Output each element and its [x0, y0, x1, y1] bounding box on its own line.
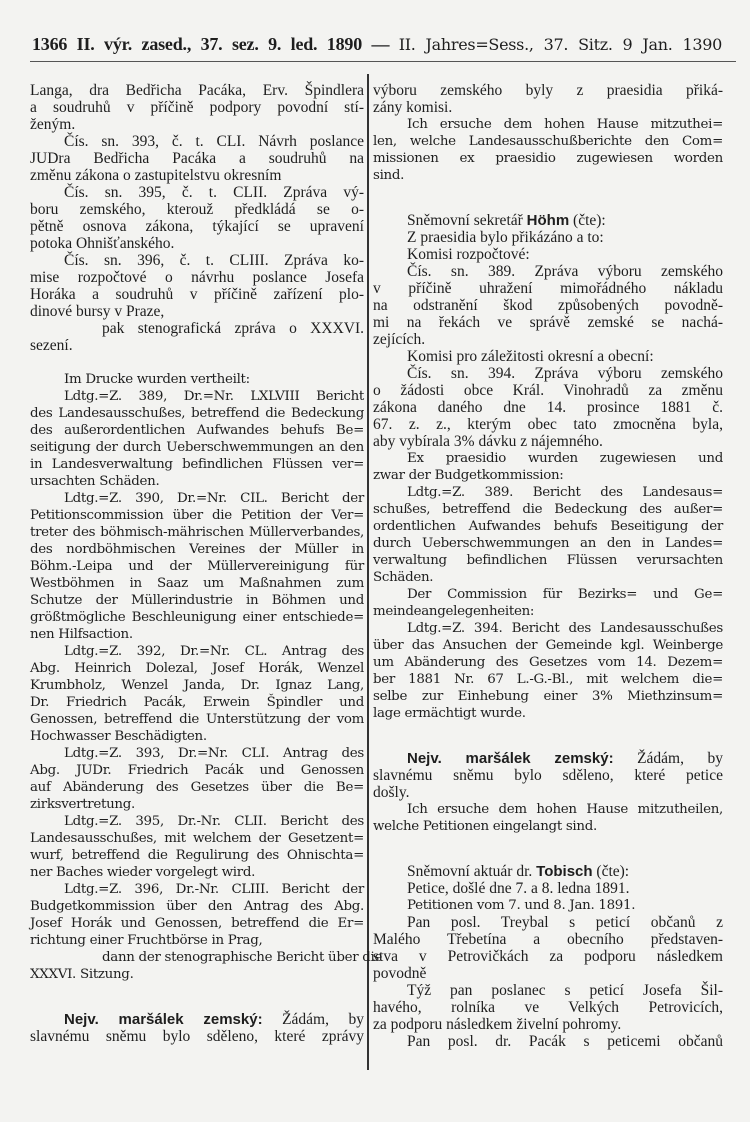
text-line: ordentlichen Aufwandes behufs Beseitigung der	[373, 519, 723, 534]
text-line: sind.	[373, 168, 405, 183]
text-line: Čís. sn. 393, č. t. CLI. Návrh poslance	[64, 133, 364, 150]
text-line: schußes, betreffend die Bedeckung des außer=	[373, 502, 723, 517]
text-line: Ldtg.=Z. 394. Bericht des Landesausschußes	[407, 621, 723, 636]
column-divider	[367, 74, 369, 1070]
paragraph	[373, 982, 723, 1033]
text-line: stva v Petrovičkách za podporu následkem	[373, 948, 723, 965]
text-line: welche Petitionen eingelangt sind.	[373, 819, 597, 834]
paragraph	[30, 813, 364, 881]
paragraph	[373, 229, 723, 246]
text-line: len, welche Landesausschußberichte den Com=	[373, 134, 723, 149]
text-line: zirksvertretung.	[30, 797, 135, 812]
text-line: Der Commission für Bezirks= und Ge=	[407, 587, 723, 602]
text-line	[30, 1011, 364, 1028]
paragraph	[30, 320, 364, 354]
text-line: Pan posl. Treybal s peticí občanů z	[407, 914, 723, 931]
text-line: missionen ex praesidio zugewiesen worden	[373, 151, 723, 166]
text-line: v příčině uhražení mimořádného nákladu	[373, 280, 723, 297]
text-line: auf Abänderung des Gesetzes über die Be=	[30, 780, 364, 795]
text-line: o žádosti obce Král. Vinohradů za změnu	[373, 382, 723, 399]
paragraph	[373, 212, 723, 229]
text-line: Ldtg.=Z. 395, Dr.-Nr. CLII. Bericht des	[64, 814, 364, 829]
text-line	[373, 212, 723, 229]
text-line: sezení.	[30, 337, 73, 354]
paragraph	[30, 184, 364, 252]
text-line: lage ermächtigt wurde.	[373, 706, 526, 721]
text-line: potoka Ohnišťanského.	[30, 235, 175, 252]
text-line: Pan posl. dr. Pacák s peticemi občanů	[407, 1033, 723, 1050]
paragraph	[373, 82, 723, 116]
paragraph	[373, 750, 723, 801]
paragraph	[373, 586, 723, 620]
text-line: změnu zákona o zastupitelstvu okresním	[30, 167, 282, 184]
text-line: ženým.	[30, 116, 76, 133]
text-line: ber 1881 Nr. 67 L.-G.-Bl., mit welchem die=	[373, 672, 723, 687]
speaker-name: Nejv. maršálek zemský:	[407, 750, 614, 767]
text-line: Ldtg.=Z. 393, Dr.=Nr. CLI. Antrag des	[64, 746, 364, 761]
text-line: Schutze der Müllerindustrie in Böhmen und	[30, 593, 364, 608]
paragraph	[30, 133, 364, 184]
text-line: des außerordentlichen Aufwandes behufs Be=	[30, 423, 364, 438]
text-line: povodně	[373, 965, 427, 982]
text-line: zány komisi.	[373, 99, 453, 116]
text-line: Hochwasser Beschädigten.	[30, 729, 207, 744]
text-line: verwaltung befindlichen Flüssen verursachten	[373, 553, 723, 568]
paragraph	[30, 949, 383, 983]
text-line: pak stenografická zpráva o XXXVI.	[102, 320, 364, 337]
text-line: došly.	[373, 784, 410, 801]
text-line: dann der stenographische Bericht über die	[102, 950, 383, 965]
text-line: Čís. sn. 389. Zpráva výboru zemského	[407, 263, 723, 280]
text-line: 67. z. z., kterým obec tato zmocněna byla,	[373, 416, 723, 433]
text-line: Langa, dra Bedřicha Pacáka, Erv. Špindlera	[30, 82, 364, 99]
paragraph	[373, 348, 723, 365]
text-line: Im Drucke wurden vertheilt:	[64, 372, 250, 387]
text-segment: Sněmovní sekretář	[407, 212, 527, 229]
text-line: a soudruhů v příčině podpory povodní stí-	[30, 99, 364, 116]
speaker-name: Höhm	[526, 212, 570, 229]
text-segment: Žádám, by	[262, 1011, 364, 1028]
text-line: Ich ersuche dem hohen Hause mitzuthei=	[407, 117, 723, 132]
header-dash: —	[371, 34, 390, 54]
header-german: II. Jahres=Sess., 37. Sitz. 9 Jan. 1390	[398, 35, 722, 54]
text-line: Z praesidia bylo přikázáno a to:	[407, 229, 604, 246]
text-line: größtmögliche Beschleunigung einer entschiede=	[30, 610, 364, 625]
paragraph	[373, 863, 723, 880]
text-line: aby vybírala 3% dávku z nájemného.	[373, 433, 603, 450]
paragraph	[373, 116, 723, 184]
paragraph	[373, 801, 723, 835]
text-line: XXXVI. Sitzung.	[30, 967, 134, 982]
paragraph	[373, 365, 723, 450]
text-line: durch Ueberschwemmungen an den in Landes=	[373, 536, 723, 551]
text-line: Čís. sn. 396, č. t. CLIII. Zpráva ko-	[64, 252, 364, 269]
text-line: zejících.	[373, 331, 426, 348]
text-line: Horáka a soudruhů v příčině zařízení plo-	[30, 286, 364, 303]
text-line: Schäden.	[373, 570, 434, 585]
paragraph	[30, 252, 364, 320]
text-line: Budgetkommission über den Antrag des Abg.	[30, 899, 364, 914]
text-line: Abg. Heinrich Dolezal, Josef Horák, Wenzel	[30, 661, 364, 676]
text-line: Krumbholz, Wenzel Janda, Dr. Ignaz Lang,	[30, 678, 364, 693]
paragraph	[373, 263, 723, 348]
text-line: treter des böhmisch-mährischen Müllerverbandes,	[30, 525, 364, 540]
text-line: Landesausschußes, mit welchem der Gesetzent=	[30, 831, 364, 846]
running-header	[32, 34, 722, 55]
text-line: in Landesverwaltung befindlichen Flüssen ver=	[30, 457, 364, 472]
text-line: Ldtg.=Z. 389. Bericht des Landesaus=	[407, 485, 723, 500]
text-line: über das Ansuchen der Gemeinde kgl. Weinberge	[373, 638, 723, 653]
text-line: mi na řekách ve správě zemské se nachá-	[373, 314, 723, 331]
text-segment: (čte):	[569, 212, 606, 229]
paragraph	[30, 490, 364, 643]
text-line: um Abänderung des Gesetzes vom 14. Dezem=	[373, 655, 723, 670]
text-line: Petitionen vom 7. und 8. Jan. 1891.	[407, 898, 636, 913]
text-line: Ldtg.=Z. 396, Dr.-Nr. CLIII. Bericht der	[64, 882, 364, 897]
text-line: na odstranění škod způsobených povodně-	[373, 297, 723, 314]
text-line: výboru zemského byly z praesidia přiká-	[373, 82, 723, 99]
text-line: zwar der Budgetkommission:	[373, 468, 564, 483]
text-line: selbe zur Einhebung einer 3% Miethzinsum=	[373, 689, 723, 704]
text-line: Ldtg.=Z. 390, Dr.=Nr. CIL. Bericht der	[64, 491, 364, 506]
text-line: za podporu následkem živelní pohromy.	[373, 1016, 622, 1033]
paragraph	[373, 450, 723, 484]
text-line: ursachten Schäden.	[30, 474, 160, 489]
text-line: Ldtg.=Z. 389, Dr.=Nr. LXLVIII Bericht	[64, 389, 364, 404]
text-line: Abg. JUDr. Friedrich Pacák und Genossen	[30, 763, 364, 778]
paragraph	[30, 745, 364, 813]
page-number: 1366	[32, 34, 68, 54]
text-line: Petice, došlé dne 7. a 8. ledna 1891.	[407, 880, 630, 897]
paragraph	[30, 1011, 364, 1045]
text-line: nen Hilfsaction.	[30, 627, 133, 642]
text-line: mise rozpočtové o návrhu poslance Josefa	[30, 269, 364, 286]
text-line: des nordböhmischen Vereines der Müller in	[30, 542, 364, 557]
paragraph	[373, 246, 723, 263]
right-column	[373, 82, 723, 1050]
text-line: dinové bursy v Praze,	[30, 303, 165, 320]
text-line	[373, 750, 723, 767]
text-line: wurf, betreffend die Regulirung des Ohnischta=	[30, 848, 364, 863]
text-line: Petitionscommission über die Petition der Ver=	[30, 508, 364, 523]
paragraph	[30, 881, 364, 949]
text-line: Ldtg.=Z. 392, Dr.=Nr. CL. Antrag des	[64, 644, 364, 659]
paragraph	[30, 643, 364, 745]
paragraph	[373, 1033, 723, 1050]
text-line: Čís. sn. 395, č. t. CLII. Zpráva vý-	[64, 184, 364, 201]
text-line: zákona daného dne 14. prosince 1881 č.	[373, 399, 723, 416]
text-segment: Žádám, by	[613, 750, 723, 767]
text-line: pětně osnova zákona, týkající se upravení	[30, 218, 364, 235]
text-line: Josef Horák und Genossen, betreffend die Er=	[30, 916, 364, 931]
text-line: seitigung der durch Ueberschwemmungen an den	[30, 440, 364, 455]
text-line: Genossen, betreffend die Unterstützung der vom	[30, 712, 364, 727]
text-line: Ich ersuche dem hohen Hause mitzutheilen,	[407, 802, 723, 817]
text-line: Týž pan poslanec s peticí Josefa Šil-	[407, 982, 723, 999]
paragraph	[30, 388, 364, 490]
text-line: Komisi rozpočtové:	[407, 246, 530, 263]
paragraph	[30, 82, 364, 133]
text-line: Malého Třebetína a obecního představen-	[373, 931, 723, 948]
text-line: des Landesausschußes, betreffend die Bedeckung	[30, 406, 364, 421]
text-line: JUDra Bedřicha Pacáka a soudruhů na	[30, 150, 364, 167]
text-line: slavnému sněmu bylo sděleno, které zprávy	[30, 1028, 364, 1045]
paragraph	[373, 620, 723, 722]
text-line: slavnému sněmu bylo sděleno, které petice	[373, 767, 723, 784]
text-line: Dr. Friedrich Pacák, Erwein Špindler und	[30, 695, 364, 710]
text-line: Ex praesidio wurden zugewiesen und	[407, 451, 723, 466]
paragraph	[373, 914, 723, 982]
text-line	[373, 863, 723, 880]
speaker-name: Nejv. maršálek zemský:	[64, 1011, 263, 1028]
paragraph	[30, 371, 364, 388]
paragraph	[373, 484, 723, 586]
left-column	[30, 82, 383, 1045]
paragraph	[373, 880, 723, 897]
text-line: Westböhmen in Saaz um Maßnahmen zum	[30, 576, 364, 591]
text-line: havého, rolníka ve Velkých Petrovicích,	[373, 999, 723, 1016]
text-line: meindeangelegenheiten:	[373, 604, 535, 619]
text-line: Čís. sn. 394. Zpráva výboru zemského	[407, 365, 723, 382]
text-segment: (čte):	[592, 863, 630, 880]
header-czech: II. výr. zased., 37. sez. 9. led. 1890	[76, 34, 363, 54]
header-rule	[30, 61, 736, 62]
text-line: Böhm.-Leipa und der Müllervereinigung für	[30, 559, 364, 574]
text-line: Komisi pro záležitosti okresní a obecní:	[407, 348, 654, 365]
paragraph	[373, 897, 723, 914]
text-line: boru zemského, kterouž předkládá se o-	[30, 201, 364, 218]
text-line: richtung einer Fruchtbörse in Prag,	[30, 933, 263, 948]
text-segment: Sněmovní aktuár dr.	[407, 863, 537, 880]
text-line: ner Baches wieder vorgelegt wird.	[30, 865, 256, 880]
speaker-name: Tobisch	[536, 863, 593, 880]
